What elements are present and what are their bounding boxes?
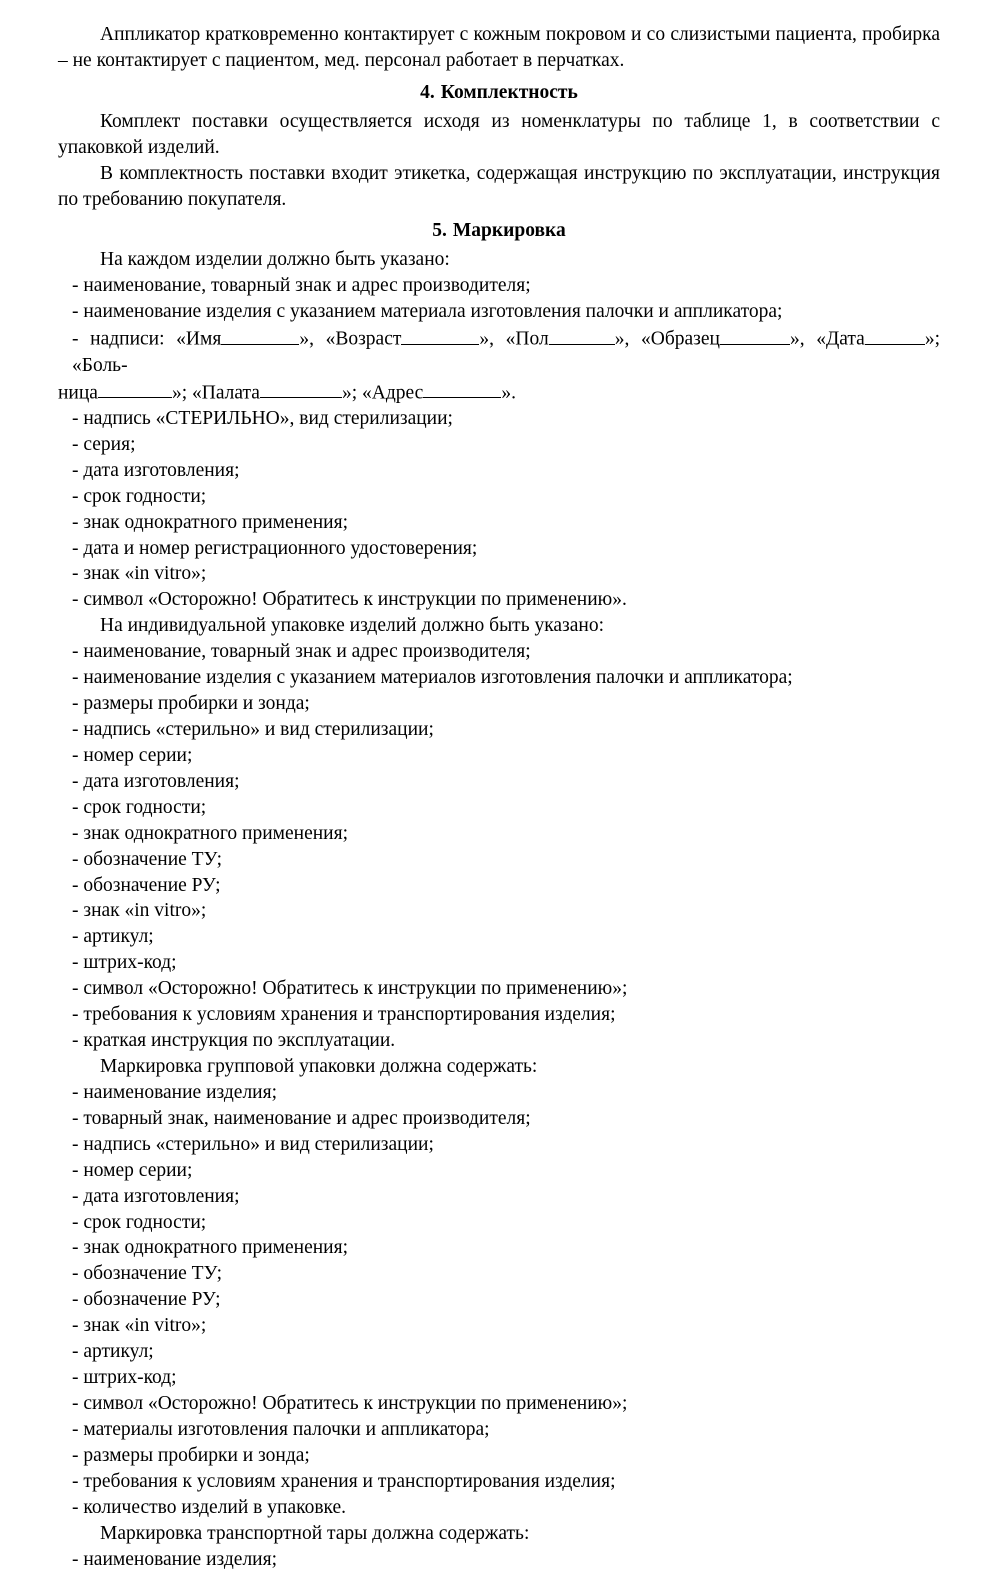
section-5-number: 5. <box>432 220 447 241</box>
list-item: - количество изделий в упаковке. <box>58 1495 940 1521</box>
list-item: - требования к условиям хранения и транспортирования изделия; <box>58 1469 940 1495</box>
list-item: - наименование изделия с указанием материалов изготовления палочки и аппликатора; <box>58 665 940 691</box>
section-5-lead-1: На каждом изделии должно быть указано: <box>58 247 940 273</box>
list-item: - размеры пробирки и зонда; <box>58 691 940 717</box>
list-item: - штрих-код; <box>58 1365 940 1391</box>
list-item: - обозначение РУ; <box>58 1287 940 1313</box>
list-item: - дата и номер регистрационного удостоверения; <box>58 536 940 562</box>
inscriptions-p10: ». <box>501 382 516 403</box>
list-item: - надпись «СТЕРИЛЬНО», вид стерилизации; <box>58 406 940 432</box>
list-item: - номер серии; <box>58 1158 940 1184</box>
list-item: - срок годности; <box>58 484 940 510</box>
list-item: - краткая инструкция по эксплуатации. <box>58 1028 940 1054</box>
inscriptions-p4: », «Образец <box>615 329 720 350</box>
list-item: - артикул; <box>58 1339 940 1365</box>
list-item: - знак «in vitro»; <box>58 561 940 587</box>
list-item: - знак «in vitro»; <box>58 898 940 924</box>
section-4-paragraph-1: Комплект поставки осуществляется исходя из номенклатуры по таблице 1, в соответствии с упаковкой изделий. <box>58 109 940 161</box>
section-5-lead-2: На индивидуальной упаковке изделий должно быть указано: <box>58 613 940 639</box>
inscriptions-p6: »; «Боль- <box>72 329 940 376</box>
section-5-lead-4: Маркировка транспортной тары должна содержать: <box>58 1521 940 1547</box>
blank-field-address <box>423 379 501 399</box>
list-item: - размеры пробирки и зонда; <box>58 1443 940 1469</box>
list-item: - символ «Осторожно! Обратитесь к инструкции по применению». <box>58 587 940 613</box>
list-item: - срок годности; <box>58 1210 940 1236</box>
list-item: - наименование изделия; <box>58 1080 940 1106</box>
section-4-paragraph-2: В комплектность поставки входит этикетка, содержащая инструкцию по эксплуатации, инструкция по требованию покупателя. <box>58 161 940 213</box>
inscriptions-prefix: - надписи: «Имя <box>72 329 221 350</box>
inscriptions-p8: »; «Палата <box>172 382 260 403</box>
blank-field-hospital <box>98 379 172 399</box>
section-4-number: 4. <box>420 82 435 103</box>
blank-field-sex <box>549 325 615 345</box>
list-item: - дата изготовления; <box>58 458 940 484</box>
list-item: - номер серии; <box>58 743 940 769</box>
section-5-lead-3: Маркировка групповой упаковки должна содержать: <box>58 1054 940 1080</box>
list-item: - символ «Осторожно! Обратитесь к инструкции по применению»; <box>58 976 940 1002</box>
list-item: - обозначение ТУ; <box>58 847 940 873</box>
inscriptions-p5: », «Дата <box>790 329 865 350</box>
list-item: - наименование изделия с указанием материала изготовления палочки и аппликатора; <box>58 299 940 325</box>
inscriptions-p2: », «Возраст <box>299 329 401 350</box>
list-item: - срок годности; <box>58 795 940 821</box>
blank-field-age <box>401 325 479 345</box>
list-item: - обозначение ТУ; <box>58 1261 940 1287</box>
list-item: - надпись «стерильно» и вид стерилизации; <box>58 717 940 743</box>
inscriptions-p7: ница <box>58 382 98 403</box>
inscriptions-p9: »; «Адрес <box>342 382 423 403</box>
section-4-heading <box>58 80 940 106</box>
blank-field-sample <box>720 325 790 345</box>
blank-field-name <box>221 325 299 345</box>
list-item: - наименование, товарный знак и адрес производителя; <box>58 273 940 299</box>
blank-field-date <box>865 325 925 345</box>
list-item: - дата изготовления; <box>58 1184 940 1210</box>
inscriptions-p3: », «Пол <box>479 329 548 350</box>
list-item: - знак «in vitro»; <box>58 1313 940 1339</box>
list-item: - наименование, товарный знак и адрес производителя; <box>58 639 940 665</box>
list-item: - штрих-код; <box>58 950 940 976</box>
inscriptions-line <box>58 325 940 378</box>
blank-field-ward <box>260 379 342 399</box>
list-item: - знак однократного применения; <box>58 510 940 536</box>
list-item: - наименование изделия; <box>58 1547 940 1572</box>
list-item: - знак однократного применения; <box>58 821 940 847</box>
list-item: - товарный знак, наименование и адрес производителя; <box>58 1106 940 1132</box>
list-item: - дата изготовления; <box>58 769 940 795</box>
section-5-heading <box>58 218 940 244</box>
list-item: - надпись «стерильно» и вид стерилизации; <box>58 1132 940 1158</box>
list-item: - серия; <box>58 432 940 458</box>
section-5-title: Маркировка <box>453 220 566 241</box>
list-item: - знак однократного применения; <box>58 1235 940 1261</box>
list-item: - требования к условиям хранения и транспортирования изделия; <box>58 1002 940 1028</box>
section-4-title: Комплектность <box>441 82 578 103</box>
intro-paragraph: Аппликатор кратковременно контактирует с кожным покровом и со слизистыми пациента, пробирка – не контактирует с пациентом, мед. персонал работает в перчатках. <box>58 22 940 74</box>
list-item: - символ «Осторожно! Обратитесь к инструкции по применению»; <box>58 1391 940 1417</box>
inscriptions-line-2 <box>58 379 940 406</box>
list-item: - материалы изготовления палочки и аппликатора; <box>58 1417 940 1443</box>
list-item: - артикул; <box>58 924 940 950</box>
list-item: - обозначение РУ; <box>58 873 940 899</box>
